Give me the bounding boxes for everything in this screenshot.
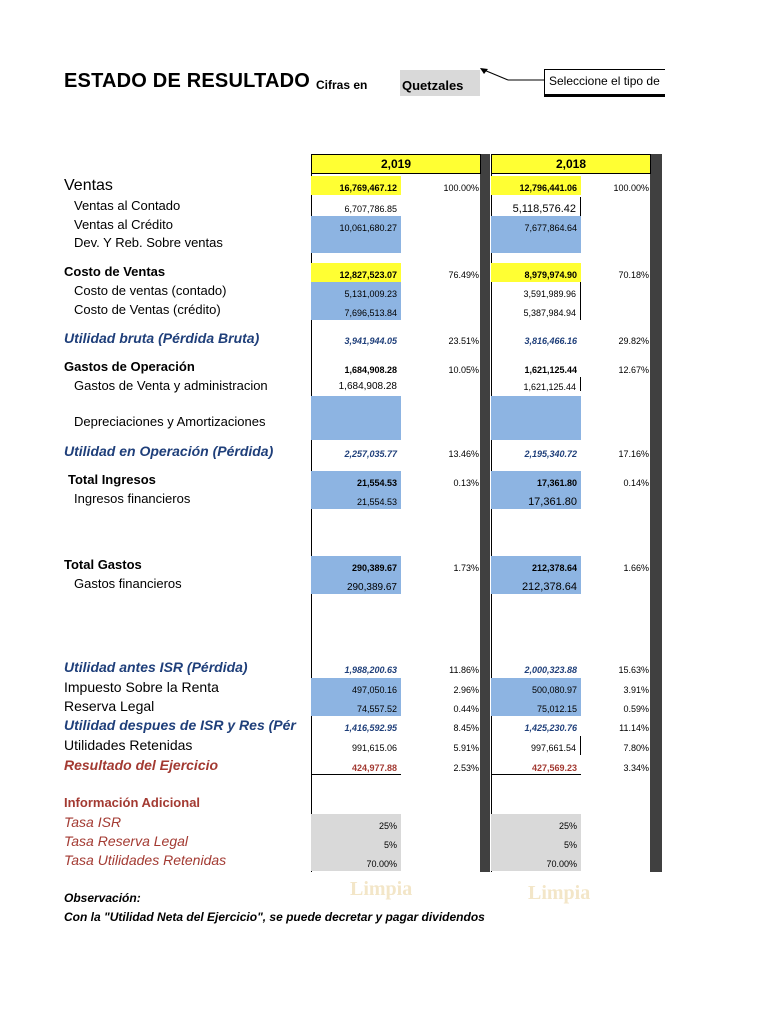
info-value-2019[interactable]: 25% (311, 814, 401, 833)
row-label: Costo de ventas (contado) (74, 283, 227, 298)
value-cell-2019[interactable]: 21,554.53 (311, 490, 401, 509)
value-cell-2018[interactable]: 212,378.64 (491, 575, 581, 594)
value-cell-2019[interactable]: 424,977.88 (311, 756, 401, 775)
percent-cell-2018 (581, 216, 649, 235)
value-cell-2019[interactable]: 6,707,786.85 (344, 204, 397, 214)
info-label: Tasa Reserva Legal (64, 833, 189, 849)
percent-cell-2019: 100.00% (443, 183, 479, 193)
percent-cell-2019: 8.45% (453, 723, 479, 733)
info-value-2019[interactable]: 70.00% (311, 852, 401, 871)
percent-cell-2019 (401, 216, 479, 235)
percent-cell-2019 (401, 282, 479, 301)
page-title: ESTADO DE RESULTADO (64, 70, 311, 92)
percent-cell-2018: 29.82% (618, 336, 649, 346)
row-label: Utilidad despues de ISR y Res (Pér (64, 717, 296, 733)
value-cell-2018[interactable]: 427,569.23 (491, 756, 581, 775)
year-header-2019: 2,019 (311, 154, 481, 174)
value-cell-2018[interactable]: 7,677,864.64 (491, 216, 581, 235)
value-cell-2019[interactable]: 290,389.67 (311, 575, 401, 594)
percent-cell-2018 (581, 301, 649, 320)
info-value-2018[interactable]: 70.00% (491, 852, 581, 871)
value-cell-2019[interactable]: 1,684,908.28 (344, 365, 397, 375)
percent-cell-2018 (581, 575, 649, 594)
value-cell-2019[interactable]: 1,684,908.28 (338, 381, 397, 392)
observation-title: Observación: (64, 891, 141, 905)
year-header-2018: 2,018 (491, 154, 651, 174)
row-label: Ventas al Crédito (74, 217, 174, 232)
observation-text: Con la "Utilidad Neta del Ejercicio", se puede decretar y pagar dividendos (64, 910, 485, 924)
row-label: Reserva Legal (64, 698, 155, 714)
value-cell-2018[interactable]: 2,195,340.72 (524, 449, 577, 459)
value-cell-2019[interactable]: 12,827,523.07 (311, 263, 401, 282)
value-cell-2019[interactable]: 16,769,467.12 (311, 176, 401, 195)
percent-cell-2018: 1.66% (623, 563, 649, 573)
info-value-2018[interactable]: 25% (491, 814, 581, 833)
percent-cell-2019 (401, 301, 479, 320)
value-cell-2019[interactable]: 21,554.53 (311, 471, 401, 490)
percent-cell-2019: 11.86% (449, 665, 479, 675)
percent-cell-2019 (401, 197, 479, 216)
info-value-2019[interactable]: 5% (311, 833, 401, 852)
value-cell-2019[interactable]: 10,061,680.27 (311, 216, 401, 235)
value-cell-2018[interactable]: 5,387,984.94 (491, 301, 581, 320)
row-label: Resultado del Ejercicio (64, 757, 219, 773)
row-label: Costo de Ventas (64, 264, 166, 279)
row-label: Utilidad bruta (Pérdida Bruta) (64, 330, 260, 346)
value-cell-2018[interactable]: 3,591,989.96 (491, 282, 581, 301)
value-cell-2019[interactable]: 991,615.06 (351, 743, 397, 753)
value-cell-2019[interactable]: 497,050.16 (311, 678, 401, 697)
value-cell-2019[interactable]: 1,988,200.63 (344, 665, 397, 675)
percent-cell-2018 (581, 197, 649, 216)
comment-arrow-icon (478, 66, 548, 86)
row-label: Gastos de Operación (64, 359, 195, 374)
watermark-2018: Limpia (528, 882, 591, 904)
currency-selector[interactable]: Quetzales (400, 70, 480, 96)
percent-cell-2019: 0.13% (453, 478, 479, 488)
percent-cell-2019: 5.91% (453, 743, 479, 753)
value-cell-2019[interactable]: 7,696,513.84 (311, 301, 401, 320)
value-cell-2018[interactable]: 1,621,125.44 (524, 365, 577, 375)
row-label: Total Gastos (64, 557, 142, 572)
percent-cell-2018: 17.16% (618, 449, 649, 459)
percent-cell-2018: 70.18% (618, 270, 649, 280)
blank-blue-cell (311, 234, 401, 253)
percent-cell-2019: 0.44% (453, 704, 479, 714)
value-cell-2018[interactable]: 5,118,576.42 (491, 197, 581, 216)
value-cell-2018[interactable]: 212,378.64 (491, 556, 581, 575)
value-cell-2018[interactable] (491, 396, 581, 440)
percent-cell-2018: 15.63% (618, 665, 649, 675)
percent-cell-2018 (581, 282, 649, 301)
percent-cell-2018: 0.14% (623, 478, 649, 488)
percent-cell-2018 (581, 490, 649, 509)
row-label: Utilidad en Operación (Pérdida) (64, 443, 274, 459)
percent-cell-2019: 1.73% (453, 563, 479, 573)
percent-cell-2018: 3.91% (623, 685, 649, 695)
row-label: Depreciaciones y Amortizaciones (74, 414, 266, 429)
percent-cell-2019: 76.49% (448, 270, 479, 280)
value-cell-2018[interactable]: 1,621,125.44 (491, 377, 581, 391)
row-label: Costo de Ventas (crédito) (74, 302, 221, 317)
percent-cell-2018 (581, 377, 649, 391)
value-cell-2019[interactable]: 5,131,009.23 (311, 282, 401, 301)
value-cell-2019[interactable]: 2,257,035.77 (344, 449, 397, 459)
value-cell-2019[interactable]: 74,557.52 (311, 697, 401, 716)
percent-cell-2019: 13.46% (448, 449, 479, 459)
percent-cell-2019 (401, 234, 479, 253)
percent-cell-2018: 7.80% (623, 743, 649, 753)
percent-cell-2019: 2.96% (453, 685, 479, 695)
row-label: Ventas (64, 177, 113, 194)
value-cell-2018[interactable]: 3,816,466.16 (524, 336, 577, 346)
row-label: Ventas al Contado (74, 198, 181, 213)
value-cell-2018[interactable]: 997,661.54 (491, 736, 581, 755)
percent-cell-2019: 23.51% (448, 336, 479, 346)
value-cell-2018[interactable]: 1,425,230.76 (524, 723, 577, 733)
percent-cell-2018: 3.34% (623, 763, 649, 773)
value-cell-2018[interactable]: 17,361.80 (491, 471, 581, 490)
row-label: Utilidades Retenidas (64, 737, 193, 753)
percent-cell-2018: 100.00% (613, 183, 649, 193)
percent-cell-2018 (581, 234, 649, 253)
info-value-2018[interactable]: 5% (491, 833, 581, 852)
info-label: Tasa ISR (64, 814, 122, 830)
percent-cell-2019 (401, 396, 479, 440)
value-cell-2018[interactable]: 17,361.80 (491, 490, 581, 509)
watermark-2019: Limpia (350, 878, 413, 900)
row-label: Impuesto Sobre la Renta (64, 679, 219, 695)
column-right-bar (650, 154, 662, 872)
value-cell-2018[interactable]: 12,796,441.06 (491, 176, 581, 195)
value-cell-2019[interactable]: 3,941,944.05 (344, 336, 397, 346)
info-title: Información Adicional (64, 795, 201, 810)
blank-blue-cell (491, 234, 581, 253)
percent-cell-2018: 11.14% (619, 723, 649, 733)
row-label: Dev. Y Reb. Sobre ventas (74, 235, 223, 250)
row-label: Gastos de Venta y administracion (74, 378, 268, 393)
column-separator (480, 154, 490, 872)
row-label: Utilidad antes ISR (Pérdida) (64, 659, 248, 675)
percent-cell-2019 (401, 377, 479, 391)
percent-cell-2019: 2.53% (453, 763, 479, 773)
row-label: Total Ingresos (68, 472, 156, 487)
value-cell-2019[interactable]: 290,389.67 (311, 556, 401, 575)
value-cell-2018[interactable]: 8,979,974.90 (491, 263, 581, 282)
value-cell-2018[interactable]: 2,000,323.88 (524, 665, 577, 675)
row-label: Gastos financieros (74, 576, 182, 591)
percent-cell-2019: 10.05% (448, 365, 479, 375)
value-cell-2018[interactable]: 500,080.97 (491, 678, 581, 697)
percent-cell-2018: 0.59% (623, 704, 649, 714)
value-cell-2019[interactable] (311, 396, 401, 440)
cifras-label: Cifras en (316, 78, 368, 92)
percent-cell-2018 (581, 396, 649, 440)
value-cell-2019[interactable]: 1,416,592.95 (344, 723, 397, 733)
row-label: Ingresos financieros (74, 491, 191, 506)
percent-cell-2019 (401, 575, 479, 594)
percent-cell-2019 (401, 490, 479, 509)
info-label: Tasa Utilidades Retenidas (64, 852, 227, 868)
value-cell-2018[interactable]: 75,012.15 (491, 697, 581, 716)
percent-cell-2018: 12.67% (618, 365, 649, 375)
comment-box: Seleccione el tipo de (544, 69, 665, 97)
